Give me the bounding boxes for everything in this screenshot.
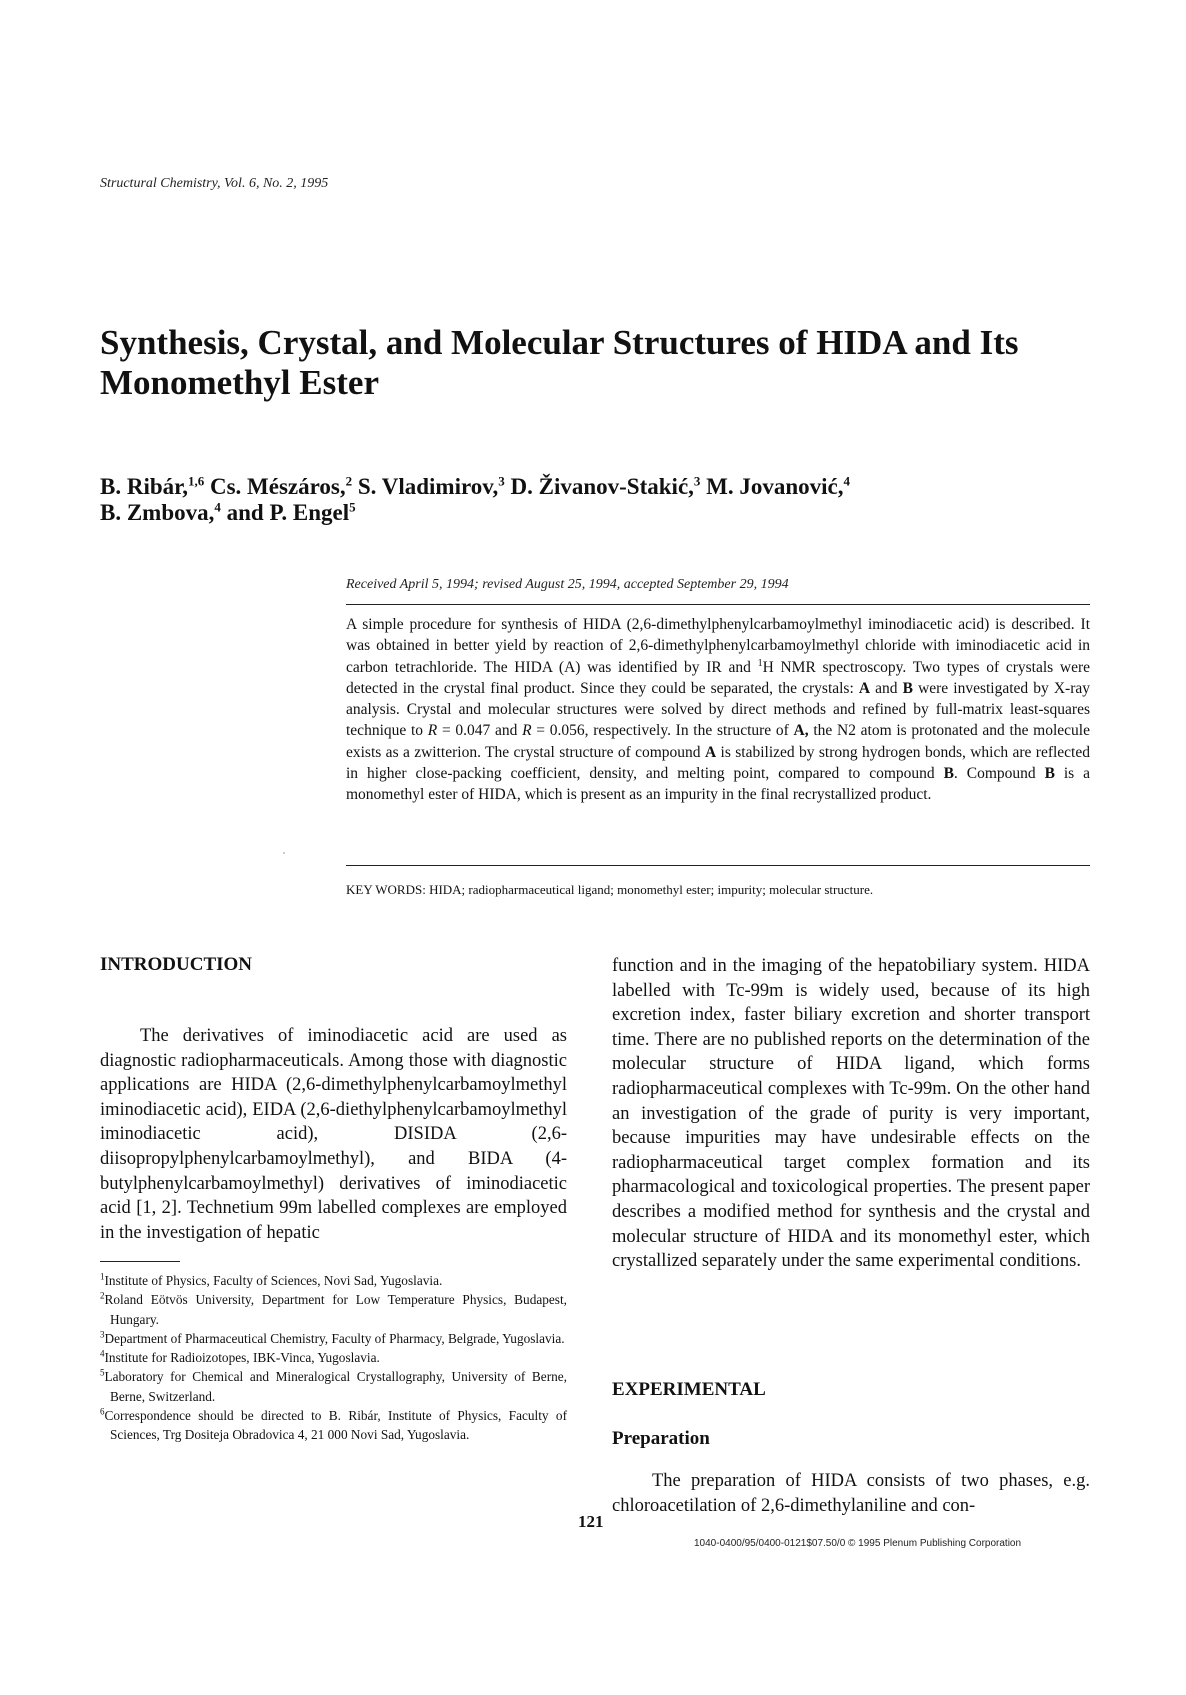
abstract-bottom-rule <box>346 865 1090 866</box>
abstract-text: the N2 atom is protonated and the molecule exists as a zwitterion. The crystal structure of compound <box>346 722 1090 761</box>
author-name: D. Živanov-Stakić, <box>510 474 694 499</box>
compound-label: A, <box>793 722 809 740</box>
abstract-text: is stabilized by strong hydrogen bonds, which are reflected in higher close-packing coefficient, density, and melting point, compared to compound <box>346 743 1090 783</box>
keywords-label: KEY WORDS: <box>346 882 426 897</box>
footnote <box>100 1348 567 1367</box>
author-name: B. Ribár, <box>100 474 188 499</box>
author-affiliation: 4 <box>214 499 221 515</box>
author-list <box>100 474 1100 526</box>
footnote-number: 6 <box>100 1406 105 1417</box>
footnote <box>100 1271 567 1290</box>
compound-label: B <box>943 765 954 783</box>
preparation-paragraph: The preparation of HIDA consists of two phases, e.g. chloroacetilation of 2,6-dimethylaniline and con- <box>612 1471 1090 1516</box>
author-affiliation: 4 <box>843 473 851 489</box>
abstract-text: A simple procedure for synthesis of HIDA (2,6-dimethylphenylcarbamoylmethyl iminodiacetic acid) is described. It was obtained in better yield by reaction of 2,6-dimethylphenylcarbamoylmethyl chloride with iminodiacetic acid in carbon tetrachloride. The HIDA (A) was identified by IR and <box>346 616 1090 676</box>
author-name: M. Jovanović, <box>706 474 844 499</box>
keywords <box>346 882 1090 898</box>
abstract-text: and <box>870 679 903 697</box>
abstract-text: = 0.047 and <box>437 722 523 740</box>
footnote-number: 3 <box>100 1329 105 1340</box>
introduction-left-column <box>100 1024 567 1245</box>
compound-label: B <box>902 679 913 697</box>
footnote <box>100 1406 567 1445</box>
introduction-paragraph: The derivatives of iminodiacetic acid are used as diagnostic radiopharmaceuticals. Among those with diagnostic applications are HIDA (2,6-dimethylphenylcarbamoylmethyl iminodiacetic acid), EIDA (2,6-diethylphenylcarbamoylmethyl iminodiacetic acid), DISIDA (2,6-diisopropylphenylcarbamoylmethyl), and BIDA (4-butylphenylcarbamoylmethyl) derivatives of iminodiacetic acid [1, 2]. Technetium 99m labelled complexes are employed in the investigation of hepatic <box>100 1026 567 1243</box>
abstract-top-rule <box>346 604 1090 605</box>
abstract-text: . Compound <box>953 765 1045 783</box>
footnote-number: 5 <box>100 1368 105 1379</box>
abstract-text: were investigated by X-ray analysis. Crystal and molecular structures were solved by direct methods and refined by full-matrix least-squares technique to <box>346 679 1090 740</box>
footnote-rule <box>100 1261 180 1262</box>
author-affiliation: 2 <box>345 473 353 489</box>
footnote-text: Department of Pharmaceutical Chemistry, Faculty of Pharmacy, Belgrade, Yugoslavia. <box>104 1330 565 1346</box>
abstract-text: = 0.056, respectively. In the structure of <box>531 722 794 740</box>
footnote-text: Roland Eötvös University, Department for Low Temperature Physics, Budapest, Hungary. <box>104 1292 567 1327</box>
footnote <box>100 1367 567 1406</box>
compound-label: A <box>704 743 717 761</box>
abstract <box>346 614 1090 806</box>
superscript: 1 <box>757 657 763 669</box>
author-affiliation: 5 <box>349 499 356 515</box>
introduction-heading: INTRODUCTION <box>100 954 253 975</box>
author-affiliation: 3 <box>498 473 505 489</box>
footnotes <box>100 1271 567 1445</box>
author-name: Cs. Mészáros, <box>209 474 346 499</box>
keywords-text: HIDA; radiopharmaceutical ligand; monomethyl ester; impurity; molecular structure. <box>429 882 874 897</box>
abstract-text: H NMR spectroscopy. Two types of crystals were detected in the crystal final product. Since they could be separated, the crystals: <box>346 658 1090 697</box>
footnote-text: Correspondence should be directed to B. Ribár, Institute of Physics, Faculty of Sciences, Trg Dositeja Obradovica 4, 21 000 Novi Sad, Yugoslavia. <box>104 1408 567 1443</box>
copyright-line: 1040-0400/95/0400-0121$07.50/0 © 1995 Plenum Publishing Corporation <box>694 1538 1022 1549</box>
footnote-number: 2 <box>100 1290 105 1301</box>
experimental-heading: EXPERIMENTAL <box>612 1379 766 1400</box>
paper-title <box>100 323 1100 403</box>
footnote <box>100 1329 567 1348</box>
footnote <box>100 1290 567 1329</box>
scan-speck <box>283 852 285 854</box>
r-factor-symbol: R <box>427 722 438 740</box>
title-line-2: Monomethyl Ester <box>100 363 379 402</box>
footnote-text: Institute of Physics, Faculty of Sciences, Novi Sad, Yugoslavia. <box>104 1273 443 1288</box>
title-line-1: Synthesis, Crystal, and Molecular Structures of HIDA and Its <box>100 323 1019 362</box>
abstract-text: is a monomethyl ester of HIDA, which is present as an impurity in the final recrystallized product. <box>346 765 1090 804</box>
author-affiliation: 3 <box>693 473 701 489</box>
introduction-right-column <box>612 954 1090 1274</box>
author-affiliation: 1,6 <box>187 473 205 489</box>
author-name: and P. Engel <box>226 500 350 525</box>
footnote-number: 1 <box>100 1271 105 1282</box>
compound-label: A <box>858 679 871 697</box>
received-dates: Received April 5, 1994; revised August 25, 1994, accepted September 29, 1994 <box>346 577 789 592</box>
footnote-text: Institute for Radioizotopes, IBK-Vinca, Yugoslavia. <box>104 1350 380 1366</box>
introduction-paragraph-continued: function and in the imaging of the hepatobiliary system. HIDA labelled with Tc-99m is widely used, because of its high excretion index, faster biliary excretion and shorter transport time. There are no published reports on the determination of the molecular structure of HIDA ligand, which forms radiopharmaceutical complexes with Tc-99m. On the other hand an investigation of the grade of purity is very important, because impurities may have undesirable effects on the radiopharmaceutical target complex formation and its pharmacological and toxicological properties. The present paper describes a modified method for synthesis and the crystal and molecular structure of HIDA and its monomethyl ester, which crystallized separately under the same experimental conditions. <box>612 956 1090 1272</box>
page-number: 121 <box>578 1512 604 1531</box>
author-name: S. Vladimirov, <box>357 474 499 499</box>
footnote-number: 4 <box>100 1348 105 1359</box>
experimental-column <box>612 1469 1090 1518</box>
journal-citation: Structural Chemistry, Vol. 6, No. 2, 1995 <box>100 176 329 191</box>
r-factor-symbol: R <box>522 722 532 740</box>
compound-label: B <box>1044 765 1055 783</box>
footnote-text: Laboratory for Chemical and Mineralogical Crystallography, University of Berne, Berne, Switzerland. <box>104 1369 567 1404</box>
author-name: B. Zmbova, <box>100 500 215 525</box>
preparation-subheading: Preparation <box>612 1428 710 1449</box>
